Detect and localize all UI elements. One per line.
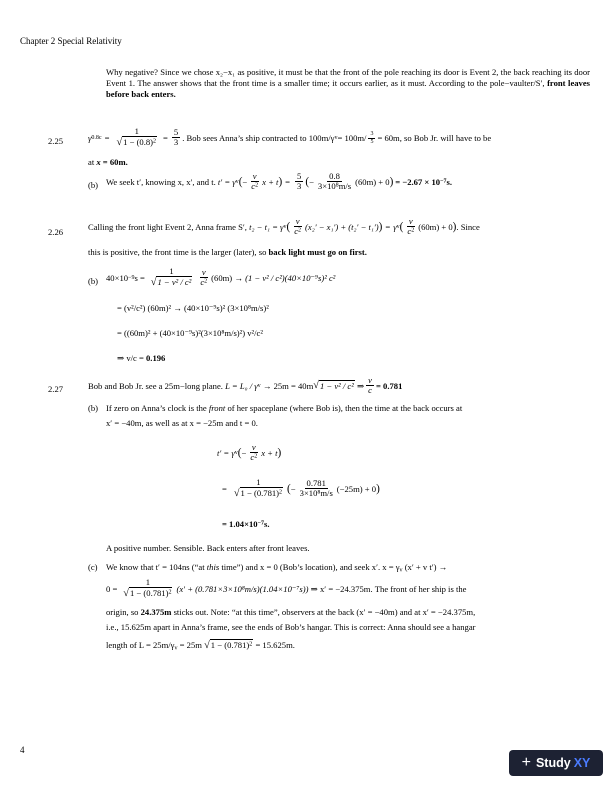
p225-b-label: (b) bbox=[88, 180, 99, 190]
p227-c-text-line6: i.e., 15.625m apart in Anna’s frame, see the ends of Bob’s hangar. This is correct: Anna should see a hangar bbox=[106, 622, 476, 632]
five-thirds-fraction: $\frac{5}{3}$ bbox=[173, 126, 179, 148]
chapter-title: Chapter 2 Special Relativity bbox=[20, 36, 122, 46]
plus-icon: + bbox=[521, 753, 531, 771]
p226-b-label: (b) bbox=[88, 276, 99, 286]
problem-number-2-27: 2.27 bbox=[48, 384, 64, 394]
p225-b-equation: We seek t′, knowing x, x′, and t. t′ = γ v ( − $\frac{v}{c^2}$ x + t ) = $\frac{5}{3}$ ( − $\frac{0.8}{3\times 10^8m/s}$ (60m) + 0 ) = $-2.67 \times 10^{-7}s$. bbox=[106, 171, 453, 192]
p226-conclusion-line: this is positive, the front time is the larger (later), so back light must go on first. bbox=[88, 247, 367, 257]
problem-number-2-26: 2.26 bbox=[48, 227, 64, 237]
p225-gamma-equation: γ 0.8c = $\frac{1}{√1 - (0.8)^2}$ = $\frac{5}{3}$ . Bob sees Anna’s ship contracted to 100m/γ v = 100m/ $\frac{3}{5}$ = 60m, so Bob Jr. will have to be bbox=[88, 126, 492, 149]
p227-c-equation: 0 = $\frac{1}{√1 - (0.781)^2}$ (x′ + (0.781×3×10⁸m/s)(1.04×10⁻⁷s)) ⇒ x′ = −24.375m. The front of her ship is the bbox=[106, 577, 467, 600]
p226-b-line2: = (v²/c²) (60m)² → (40×10⁻⁹s)² (3×10⁸m/s)² bbox=[117, 303, 269, 313]
p227-c-text-line7: length of $L = 25m/\gamma_v = 25m$ $√1 - (0.781)^2 = 15.625m$. bbox=[106, 640, 295, 652]
p225-at-line: at x = 60m. bbox=[88, 157, 128, 167]
intro-paragraph bbox=[106, 67, 590, 101]
p227-b-eq2: = $\frac{1}{√1 - (0.781)^2}$ ( − $\frac{0.781}{\text{3×10⁸m/s}}$ (−25m) + 0 ) bbox=[222, 477, 380, 500]
p227-c-label: (c) bbox=[88, 562, 98, 572]
p227-b-eq1: t′ = γ v ( − $\frac{v}{c^2}$ x + t ) bbox=[217, 442, 282, 463]
gamma-fraction: $\frac{1}{√1 - (0.8)^2}$ bbox=[116, 126, 157, 149]
p227-b-text-line1: If zero on Anna’s clock is the front of her spaceplane (where Bob is), then the time at the back occurs at bbox=[106, 403, 463, 413]
p227-b-note: A positive number. Sensible. Back enters after front leaves. bbox=[106, 543, 310, 553]
p226-b-line1: 40×10 −9 s = $\frac{1}{\text{√1 − v² / c²}}$ $\frac{v}{c^2}$ (60m) → (1 − v² / c²)(40×10⁻⁹s)² c² bbox=[106, 266, 336, 289]
intro-text: Why negative? Since we chose x₂−x₁ as positive, it must be that the front of the pole reaching its door is Event 2, the back reaching its door Event 1. The answer shows that the front time is a smaller time; it occurs earlier, as it must. According to the pole−vaulter/S′, bbox=[106, 67, 590, 89]
p227-main-equation: Bob and Bob Jr. see a 25m−long plane. L = L₀ / γ v → 25m = 40m √ 1 − v² / c² ⇒ $\frac{v}{c}$ = 0.781 bbox=[88, 375, 403, 396]
intro-conclusion: front leaves before back enters. bbox=[106, 78, 591, 100]
p227-b-result: = $1.04\times 10^{-7}s$. bbox=[222, 519, 270, 529]
p226-b-line4: ⇒ v/c = 0.196 bbox=[117, 353, 166, 363]
studyxy-logo: + Study XY bbox=[509, 750, 603, 776]
p227-b-label: (b) bbox=[88, 403, 99, 413]
p227-b-text-line2: x′ = −40m, as well as at x = −25m and t = 0. bbox=[106, 418, 258, 428]
page-number: 4 bbox=[20, 745, 25, 755]
p227-c-text-line1: We know that t′ = 104ns (“at this time”) and x = 0 (Bob’s location), and seek x′. $x = \gamma_v$ (x′ + v t′) → bbox=[106, 562, 448, 574]
p226-b-line3: = ((60m)² + (40×10⁻⁹s)²(3×10⁸m/s)²) v²/c² bbox=[117, 328, 263, 338]
problem-number-2-25: 2.25 bbox=[48, 136, 64, 146]
p226-main-equation: Calling the front light Event 2, Anna frame S′, t₂ − t₁ = γ v ( $\frac{v}{c^2}$ (x₂′ − x₁′) + (t₂′ − t₁′) ) = γ v ( $\frac{v}{c^2}$ (60m) + 0 ) . Since bbox=[88, 216, 480, 237]
p227-c-text-line5: origin, so 24.375m sticks out. Note: “at this time”, observers at the back (x′ = −40m) and at x′ = −24.375m, bbox=[106, 607, 476, 617]
